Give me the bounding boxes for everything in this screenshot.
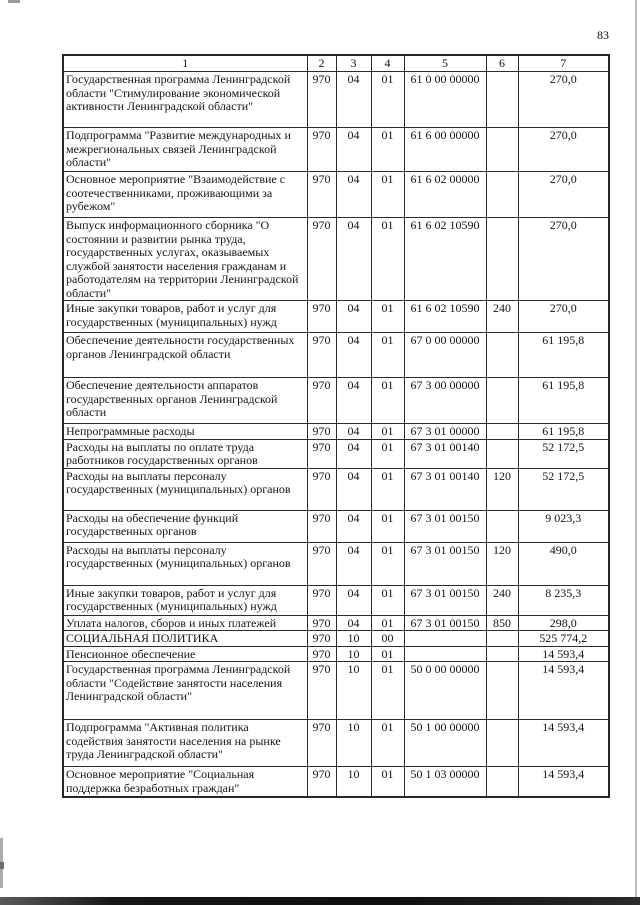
table-row	[63, 301, 609, 333]
cell-target-article-code: 50 0 00 00000	[404, 662, 486, 720]
cell-grbs-code: 970	[307, 468, 336, 510]
cell-target-article-code: 61 6 02 10590	[404, 301, 486, 333]
cell-target-article-code: 67 3 01 00140	[404, 439, 486, 468]
cell-target-article-code: 67 0 00 00000	[404, 333, 486, 378]
cell-section-code: 04	[336, 585, 371, 615]
cell-grbs-code: 970	[307, 767, 336, 797]
cell-expense-type-code	[486, 378, 518, 424]
cell-subsection-code: 01	[371, 424, 404, 440]
page-number: 83	[597, 28, 609, 42]
cell-expense-name: СОЦИАЛЬНАЯ ПОЛИТИКА	[63, 631, 307, 647]
column-header-5: 5	[404, 55, 486, 72]
cell-expense-name: Государственная программа Ленинградской области "Стимулирование экономической активности Ленинградской области"	[63, 72, 307, 128]
cell-subsection-code: 01	[371, 301, 404, 333]
table-row	[63, 218, 609, 301]
column-header-1: 1	[63, 55, 307, 72]
cell-grbs-code: 970	[307, 128, 336, 172]
cell-section-code: 04	[336, 301, 371, 333]
cell-amount: 490,0	[518, 542, 609, 585]
table-row	[63, 662, 609, 720]
cell-amount: 270,0	[518, 218, 609, 301]
cell-section-code: 04	[336, 72, 371, 128]
cell-expense-type-code	[486, 333, 518, 378]
cell-expense-type-code: 120	[486, 542, 518, 585]
cell-target-article-code: 61 0 00 00000	[404, 72, 486, 128]
cell-amount: 8 235,3	[518, 585, 609, 615]
table-header	[63, 55, 609, 72]
cell-expense-type-code	[486, 72, 518, 128]
cell-grbs-code: 970	[307, 615, 336, 631]
cell-target-article-code: 67 3 01 00140	[404, 468, 486, 510]
cell-expense-type-code	[486, 767, 518, 797]
header-row	[63, 55, 609, 72]
cell-section-code: 04	[336, 542, 371, 585]
cell-expense-name: Основное мероприятие "Взаимодействие с соотечественниками, проживающими за рубежом"	[63, 172, 307, 218]
cell-section-code: 10	[336, 662, 371, 720]
budget-table	[62, 54, 610, 798]
cell-target-article-code: 61 6 00 00000	[404, 128, 486, 172]
table-row	[63, 542, 609, 585]
cell-expense-name: Подпрограмма "Развитие международных и межрегиональных связей Ленинградской области"	[63, 128, 307, 172]
column-header-2: 2	[307, 55, 336, 72]
cell-expense-type-code	[486, 662, 518, 720]
cell-subsection-code: 01	[371, 172, 404, 218]
table-row	[63, 378, 609, 424]
cell-amount: 61 195,8	[518, 333, 609, 378]
cell-expense-type-code	[486, 631, 518, 647]
cell-expense-type-code: 240	[486, 585, 518, 615]
cell-grbs-code: 970	[307, 720, 336, 767]
cell-subsection-code: 01	[371, 615, 404, 631]
cell-expense-type-code	[486, 172, 518, 218]
table-row	[63, 615, 609, 631]
cell-amount: 270,0	[518, 172, 609, 218]
cell-section-code: 04	[336, 172, 371, 218]
cell-amount: 52 172,5	[518, 439, 609, 468]
cell-expense-name: Обеспечение деятельности аппаратов государственных органов Ленинградской области	[63, 378, 307, 424]
cell-subsection-code: 01	[371, 646, 404, 662]
table-row	[63, 172, 609, 218]
cell-section-code: 04	[336, 615, 371, 631]
cell-target-article-code: 67 3 01 00150	[404, 510, 486, 542]
cell-target-article-code: 67 3 01 00150	[404, 542, 486, 585]
cell-grbs-code: 970	[307, 218, 336, 301]
cell-amount: 14 593,4	[518, 767, 609, 797]
table-row	[63, 128, 609, 172]
cell-target-article-code	[404, 646, 486, 662]
cell-grbs-code: 970	[307, 646, 336, 662]
cell-amount: 298,0	[518, 615, 609, 631]
cell-section-code: 04	[336, 510, 371, 542]
cell-expense-name: Пенсионное обеспечение	[63, 646, 307, 662]
cell-grbs-code: 970	[307, 72, 336, 128]
cell-expense-name: Расходы на выплаты персоналу государственных (муниципальных) органов	[63, 468, 307, 510]
cell-target-article-code: 61 6 02 00000	[404, 172, 486, 218]
cell-section-code: 04	[336, 424, 371, 440]
table-body	[63, 72, 609, 797]
column-header-6: 6	[486, 55, 518, 72]
cell-expense-name: Основное мероприятие "Социальная поддержка безработных граждан"	[63, 767, 307, 797]
cell-grbs-code: 970	[307, 542, 336, 585]
cell-subsection-code: 01	[371, 333, 404, 378]
cell-grbs-code: 970	[307, 424, 336, 440]
cell-subsection-code: 01	[371, 468, 404, 510]
cell-amount: 14 593,4	[518, 662, 609, 720]
cell-section-code: 10	[336, 631, 371, 647]
cell-grbs-code: 970	[307, 631, 336, 647]
cell-amount: 14 593,4	[518, 720, 609, 767]
cell-expense-name: Непрограммные расходы	[63, 424, 307, 440]
cell-expense-type-code: 850	[486, 615, 518, 631]
cell-grbs-code: 970	[307, 662, 336, 720]
table-row	[63, 585, 609, 615]
cell-expense-type-code	[486, 646, 518, 662]
cell-expense-name: Иные закупки товаров, работ и услуг для государственных (муниципальных) нужд	[63, 301, 307, 333]
cell-target-article-code: 61 6 02 10590	[404, 218, 486, 301]
table-row	[63, 72, 609, 128]
cell-section-code: 04	[336, 128, 371, 172]
cell-expense-type-code	[486, 218, 518, 301]
cell-expense-name: Расходы на обеспечение функций государственных органов	[63, 510, 307, 542]
cell-target-article-code: 67 3 01 00150	[404, 585, 486, 615]
cell-amount: 525 774,2	[518, 631, 609, 647]
cell-amount: 270,0	[518, 301, 609, 333]
cell-expense-type-code	[486, 128, 518, 172]
cell-target-article-code: 50 1 00 00000	[404, 720, 486, 767]
column-header-4: 4	[371, 55, 404, 72]
cell-amount: 14 593,4	[518, 646, 609, 662]
cell-target-article-code: 67 3 00 00000	[404, 378, 486, 424]
cell-subsection-code: 01	[371, 662, 404, 720]
table-row	[63, 333, 609, 378]
cell-expense-type-code	[486, 424, 518, 440]
cell-section-code: 04	[336, 333, 371, 378]
cell-subsection-code: 01	[371, 767, 404, 797]
cell-expense-name: Расходы на выплаты по оплате труда работников государственных органов	[63, 439, 307, 468]
cell-grbs-code: 970	[307, 172, 336, 218]
cell-subsection-code: 01	[371, 218, 404, 301]
cell-subsection-code: 01	[371, 585, 404, 615]
cell-amount: 61 195,8	[518, 424, 609, 440]
cell-subsection-code: 01	[371, 720, 404, 767]
cell-subsection-code: 01	[371, 128, 404, 172]
table-row	[63, 767, 609, 797]
cell-target-article-code: 67 3 01 00000	[404, 424, 486, 440]
cell-amount: 61 195,8	[518, 378, 609, 424]
cell-expense-name: Государственная программа Ленинградской области "Содействие занятости населения Ленинградской области"	[63, 662, 307, 720]
table-row	[63, 468, 609, 510]
cell-subsection-code: 01	[371, 510, 404, 542]
table-row	[63, 510, 609, 542]
column-header-7: 7	[518, 55, 609, 72]
cell-amount: 9 023,3	[518, 510, 609, 542]
cell-expense-name: Выпуск информационного сборника "О состоянии и развитии рынка труда, государственных услугах, оказываемых службой занятости населения гражданам и работодателям на территории Ленинградской области"	[63, 218, 307, 301]
cell-target-article-code	[404, 631, 486, 647]
cell-expense-type-code: 120	[486, 468, 518, 510]
cell-grbs-code: 970	[307, 333, 336, 378]
cell-expense-name: Подпрограмма "Активная политика содействия занятости населения на рынке труда Ленинградской области"	[63, 720, 307, 767]
cell-amount: 52 172,5	[518, 468, 609, 510]
cell-section-code: 10	[336, 646, 371, 662]
cell-section-code: 04	[336, 378, 371, 424]
cell-grbs-code: 970	[307, 510, 336, 542]
table-row	[63, 646, 609, 662]
cell-section-code: 04	[336, 439, 371, 468]
table-row	[63, 720, 609, 767]
cell-grbs-code: 970	[307, 301, 336, 333]
cell-amount: 270,0	[518, 72, 609, 128]
cell-expense-name: Расходы на выплаты персоналу государственных (муниципальных) органов	[63, 542, 307, 585]
cell-expense-type-code: 240	[486, 301, 518, 333]
table-row	[63, 424, 609, 440]
cell-expense-name: Уплата налогов, сборов и иных платежей	[63, 615, 307, 631]
cell-expense-name: Обеспечение деятельности государственных органов Ленинградской области	[63, 333, 307, 378]
cell-expense-type-code	[486, 439, 518, 468]
cell-section-code: 04	[336, 468, 371, 510]
scan-artifact-bottom-edge	[0, 897, 640, 905]
cell-target-article-code: 50 1 03 00000	[404, 767, 486, 797]
cell-target-article-code: 67 3 01 00150	[404, 615, 486, 631]
cell-section-code: 04	[336, 218, 371, 301]
cell-expense-type-code	[486, 510, 518, 542]
cell-subsection-code: 01	[371, 439, 404, 468]
cell-grbs-code: 970	[307, 585, 336, 615]
scan-artifact-left-blip	[0, 862, 4, 869]
cell-subsection-code: 01	[371, 378, 404, 424]
scan-artifact-right-edge-line	[635, 0, 637, 897]
cell-subsection-code: 00	[371, 631, 404, 647]
table-row	[63, 439, 609, 468]
cell-section-code: 10	[336, 767, 371, 797]
cell-grbs-code: 970	[307, 439, 336, 468]
cell-amount: 270,0	[518, 128, 609, 172]
cell-grbs-code: 970	[307, 378, 336, 424]
cell-section-code: 10	[336, 720, 371, 767]
scan-artifact-top-left	[8, 0, 20, 3]
cell-expense-type-code	[486, 720, 518, 767]
cell-subsection-code: 01	[371, 542, 404, 585]
column-header-3: 3	[336, 55, 371, 72]
budget-table-container	[62, 54, 608, 798]
cell-expense-name: Иные закупки товаров, работ и услуг для государственных (муниципальных) нужд	[63, 585, 307, 615]
cell-subsection-code: 01	[371, 72, 404, 128]
table-row	[63, 631, 609, 647]
